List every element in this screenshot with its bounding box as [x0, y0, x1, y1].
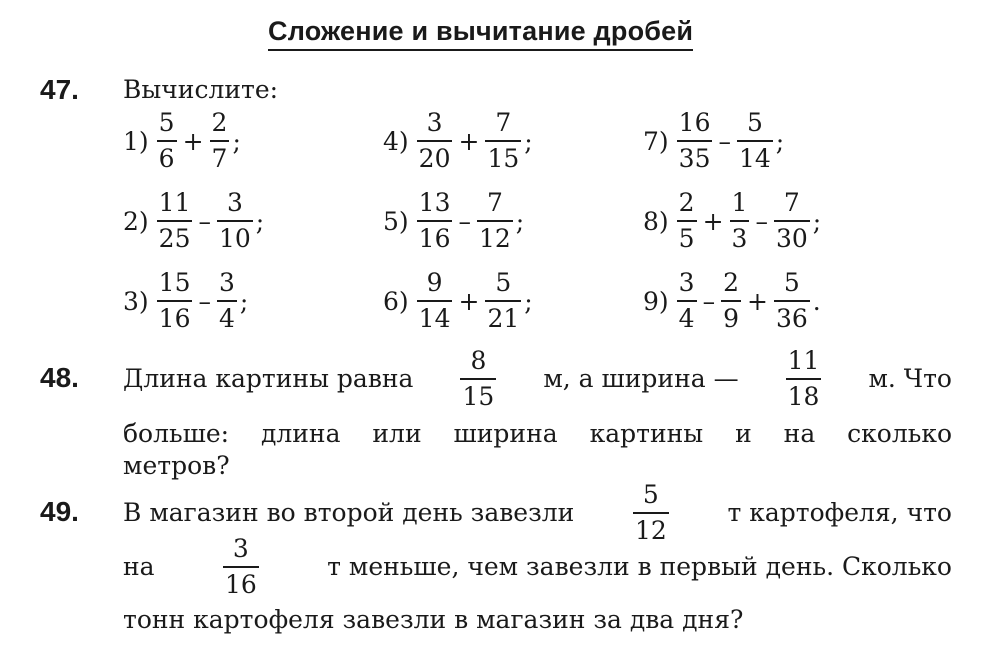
problem-49-text-a: В магазин во второй день завезли	[123, 498, 575, 527]
denominator: 25	[157, 220, 193, 254]
operator: –	[755, 206, 768, 236]
denominator: 15	[485, 140, 521, 174]
numerator: 5	[642, 480, 659, 509]
punctuation: ;	[524, 126, 533, 156]
problem-49-line-3: тонн картофеля завезли в магазин за два дня?	[123, 605, 744, 634]
exercise-label: 5)	[383, 206, 409, 236]
numerator: 2	[211, 108, 228, 137]
problem-48-text-c: м. Что	[868, 364, 952, 393]
denominator: 3	[730, 220, 750, 254]
numerator: 11	[158, 188, 191, 217]
numerator: 8	[470, 346, 487, 375]
fraction-length	[460, 346, 496, 412]
denominator: 15	[460, 378, 496, 412]
denominator: 30	[774, 220, 810, 254]
fraction	[737, 108, 773, 174]
denominator: 5	[677, 220, 697, 254]
exercise-label: 2)	[123, 206, 149, 236]
fraction	[217, 268, 237, 334]
denominator: 18	[786, 378, 822, 412]
numerator: 5	[158, 108, 175, 137]
denominator: 6	[157, 140, 177, 174]
fraction	[774, 188, 810, 254]
numerator: 2	[723, 268, 739, 297]
fraction	[485, 268, 521, 334]
fraction	[157, 108, 177, 174]
denominator: 10	[217, 220, 253, 254]
problem-48-line-3: метров?	[123, 451, 230, 480]
exercise-label: 6)	[383, 286, 409, 316]
exercise-label: 8)	[643, 206, 669, 236]
fraction	[774, 268, 810, 334]
fraction	[730, 188, 750, 254]
numerator: 5	[783, 268, 800, 297]
denominator: 9	[721, 300, 741, 334]
operator: +	[702, 206, 724, 236]
exercise-label: 1)	[123, 126, 149, 156]
operator: +	[746, 286, 768, 316]
denominator: 20	[417, 140, 453, 174]
exercise-2	[123, 188, 264, 254]
numerator: 2	[678, 188, 695, 217]
numerator: 3	[232, 534, 249, 563]
problem-49-text-b: т картофеля, что	[727, 498, 952, 527]
denominator: 12	[477, 220, 513, 254]
punctuation: ;	[775, 126, 785, 156]
numerator: 3	[218, 268, 235, 297]
exercise-label: 7)	[643, 126, 669, 156]
denominator: 16	[417, 220, 453, 254]
denominator: 12	[633, 512, 669, 546]
exercise-7	[643, 108, 784, 174]
denominator: 21	[485, 300, 521, 334]
fraction	[417, 188, 453, 254]
denominator: 36	[774, 300, 810, 334]
numerator: 16	[678, 108, 711, 137]
punctuation: ;	[255, 206, 265, 236]
problem-49-number: 49.	[40, 496, 79, 527]
exercise-3	[123, 268, 248, 334]
denominator: 16	[223, 566, 259, 600]
numerator: 3	[426, 108, 443, 137]
exercise-label: 3)	[123, 286, 149, 316]
section-title: Сложение и вычитание дробей	[268, 14, 693, 51]
exercise-label: 9)	[643, 286, 669, 316]
denominator: 35	[677, 140, 713, 174]
problem-47-number: 47.	[40, 74, 79, 105]
exercise-1	[123, 108, 241, 174]
fraction	[157, 188, 193, 254]
operator: –	[198, 206, 211, 236]
problem-48-text-line-2: больше: длина или ширина картины и на сколько	[123, 419, 952, 448]
denominator: 14	[737, 140, 773, 174]
punctuation: .	[812, 286, 821, 316]
problem-48-number: 48.	[40, 362, 79, 393]
exercise-9	[643, 268, 821, 334]
fraction	[217, 188, 253, 254]
fraction-difference	[223, 534, 259, 600]
numerator: 7	[486, 188, 503, 217]
problem-47-prompt: Вычислите:	[123, 75, 279, 104]
operator: –	[718, 126, 731, 156]
fraction	[417, 268, 453, 334]
numerator: 3	[226, 188, 243, 217]
problem-49-line-2	[123, 534, 952, 599]
punctuation: ;	[239, 286, 249, 316]
numerator: 3	[678, 268, 695, 297]
denominator: 4	[217, 300, 237, 334]
numerator: 5	[746, 108, 763, 137]
fraction	[157, 268, 193, 334]
fraction	[210, 108, 230, 174]
numerator: 9	[426, 268, 443, 297]
numerator: 13	[418, 188, 451, 217]
operator: –	[198, 286, 211, 316]
denominator: 7	[210, 140, 230, 174]
problem-49-text-d: т меньше, чем завезли в первый день. Сколько	[327, 552, 952, 581]
problem-48-line-1	[123, 346, 952, 411]
punctuation: ;	[515, 206, 525, 236]
problem-48-line-2	[123, 419, 952, 449]
exercise-5	[383, 188, 524, 254]
fraction	[721, 268, 741, 334]
denominator: 4	[677, 300, 697, 334]
numerator: 7	[783, 188, 800, 217]
operator: –	[702, 286, 716, 316]
fraction	[677, 108, 713, 174]
numerator: 15	[158, 268, 191, 297]
punctuation: ;	[524, 286, 533, 316]
numerator: 5	[495, 268, 512, 297]
numerator: 7	[495, 108, 512, 137]
denominator: 16	[157, 300, 193, 334]
numerator: 11	[787, 346, 820, 375]
fraction	[677, 268, 697, 334]
fraction	[485, 108, 521, 174]
operator: +	[458, 126, 480, 156]
exercise-label: 4)	[383, 126, 409, 156]
fraction	[417, 108, 453, 174]
punctuation: ;	[232, 126, 241, 156]
problem-49-text-c: на	[123, 552, 155, 581]
problem-48-text-a: Длина картины равна	[123, 364, 414, 393]
operator: +	[458, 286, 480, 316]
operator: –	[458, 206, 471, 236]
exercise-4	[383, 108, 533, 174]
fraction-width	[786, 346, 822, 412]
punctuation: ;	[812, 206, 822, 236]
denominator: 14	[417, 300, 453, 334]
problem-48-text-b: м, а ширина —	[543, 364, 739, 393]
operator: +	[182, 126, 204, 156]
fraction	[477, 188, 513, 254]
numerator: 1	[731, 188, 748, 217]
exercise-6	[383, 268, 533, 334]
fraction	[677, 188, 697, 254]
exercise-8	[643, 188, 821, 254]
